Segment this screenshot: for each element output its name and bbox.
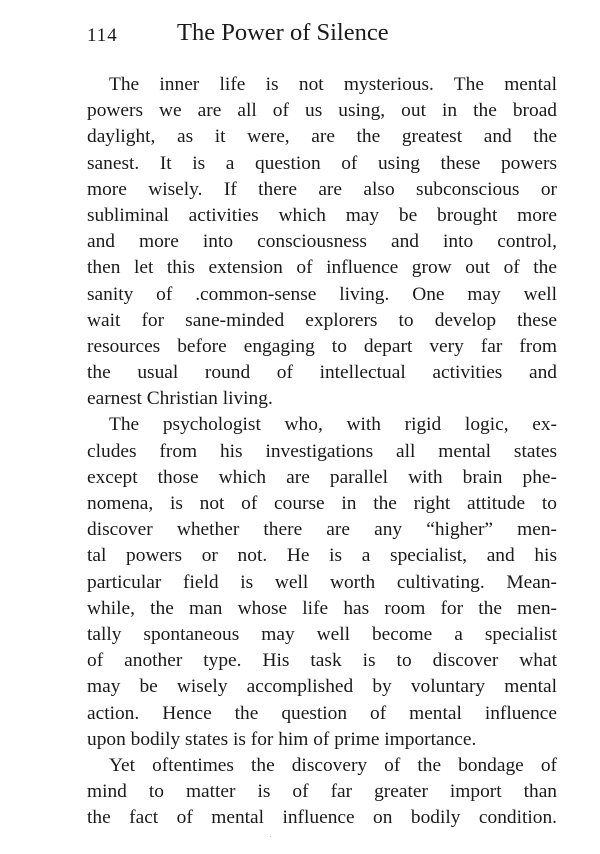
running-title: The Power of Silence [177,19,389,46]
text-line: earnest Christian living. [87,388,273,410]
scan-speck [270,836,271,837]
page-header [87,19,557,51]
text-line: wait for sane-minded explorers to develop these [87,309,557,331]
text-line: The psychologist who, with rigid logic, ex- [109,414,557,436]
paragraph [87,753,557,832]
paragraph [87,72,557,412]
text-line: of another type. His task is to discover what [87,650,557,672]
text-line: upon bodily states is for him of prime importance. [87,728,477,750]
text-line: tal powers or not. He is a specialist, and his [87,545,557,567]
text-line: sanity of .common-sense living. One may well [87,283,557,305]
text-line: powers we are all of us using, out in the broad [87,100,557,122]
text-line: nomena, is not of course in the right attitude to [87,493,557,514]
text-line: while, the man whose life has room for the men- [87,597,557,619]
page-number: 114 [87,25,118,46]
text-line: more wisely. If there are also subconscious or [87,178,557,200]
paragraph [87,412,557,752]
text-line: Yet oftentimes the discovery of the bondage of [109,754,557,776]
text-line: the fact of mental influence on bodily condition. [87,807,557,829]
body-text [87,72,557,831]
text-line: then let this extension of influence grow out of the [87,257,557,279]
text-line: sanest. It is a question of using these powers [87,152,557,174]
text-line: cludes from his investigations all mental states [87,440,557,462]
text-line: tally spontaneous may well become a specialist [87,623,557,645]
text-line: resources before engaging to depart very far from [87,335,557,357]
text-line: the usual round of intellectual activities and [87,362,557,384]
text-line: action. Hence the question of mental influence [87,702,557,724]
text-line: may be wisely accomplished by voluntary mental [87,676,557,698]
text-line: particular field is well worth cultivating. Mean- [87,571,557,593]
text-line: and more into consciousness and into control, [87,231,557,253]
text-line: daylight, as it were, are the greatest and the [87,126,557,148]
text-line: discover whether there are any “higher” men- [87,519,557,541]
text-line: mind to matter is of far greater import than [87,781,557,803]
text-line: subliminal activities which may be brought more [87,204,557,226]
text-line: except those which are parallel with brain phe- [87,466,557,488]
text-line: The inner life is not mysterious. The mental [109,74,557,95]
